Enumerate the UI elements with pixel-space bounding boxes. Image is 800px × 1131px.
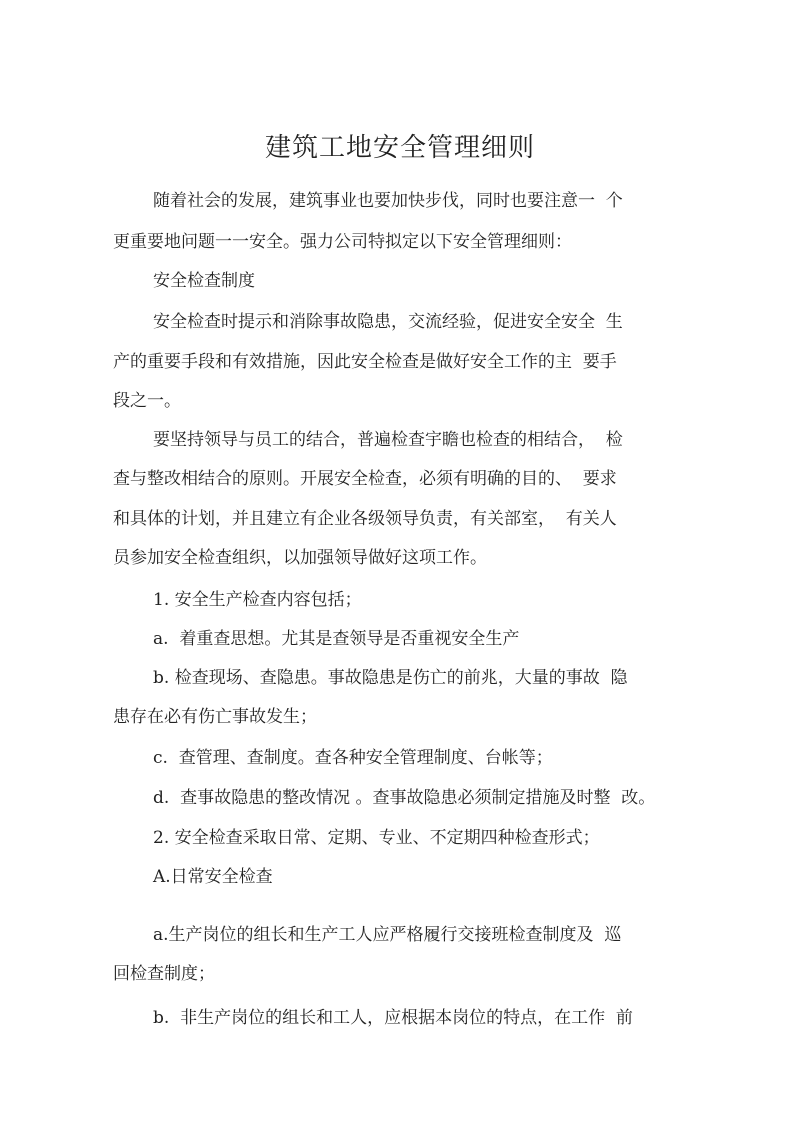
- paragraph-line: 安全检查时提示和消除事故隐患，交流经验，促进安全安全 生: [153, 312, 623, 332]
- document-title: 建筑工地安全管理细则: [264, 133, 535, 163]
- list-item: b. 检查现场、查隐患。事故隐患是伤亡的前兆，大量的事故 隐: [153, 668, 628, 688]
- list-item: 1. 安全生产检查内容包括；: [153, 590, 362, 610]
- paragraph-line: 段之一。: [113, 391, 181, 411]
- list-item: 回检查制度；: [113, 964, 215, 984]
- section-heading: A.日常安全检查: [153, 867, 273, 887]
- list-item: c. 查管理、查制度。查各种安全管理制度、台帐等；: [153, 748, 553, 768]
- paragraph-line: 产的重要手段和有效措施，因此安全检查是做好安全工作的主 要手: [113, 352, 617, 372]
- paragraph-line: 要坚持领导与员工的结合，普遍检查宇瞻也检查的相结合， 检: [153, 430, 623, 450]
- list-item: 患存在必有伤亡事故发生；: [113, 707, 317, 727]
- list-item: b. 非生产岗位的组长和工人，应根据本岗位的特点，在工作 前: [153, 1008, 633, 1028]
- paragraph-line: 和具体的计划，并且建立有企业各级领导负责，有关部室， 有关人: [113, 509, 617, 529]
- list-item: 2. 安全检查采取日常、定期、专业、不定期四种检查形式；: [153, 828, 600, 848]
- list-item: d. 查事故隐患的整改情况 。查事故隐患必须制定措施及时整 改。: [153, 788, 656, 808]
- paragraph-line: 更重要地问题一一安全。强力公司特拟定以下安全管理细则：: [113, 232, 572, 252]
- list-item: a. 着重查思想。尤其是查领导是否重视安全生产: [153, 629, 520, 649]
- paragraph-line: 查与整改相结合的原则。开展安全检查，必须有明确的目的、 要求: [113, 469, 617, 489]
- paragraph-line: 随着社会的发展，建筑事业也要加快步伐，同时也要注意一 个: [153, 191, 623, 211]
- section-heading: 安全检查制度: [153, 271, 255, 291]
- list-item: a.生产岗位的组长和生产工人应严格履行交接班检查制度及 巡: [153, 925, 622, 945]
- paragraph-line: 员参加安全检查组织，以加强领导做好这项工作。: [113, 548, 487, 568]
